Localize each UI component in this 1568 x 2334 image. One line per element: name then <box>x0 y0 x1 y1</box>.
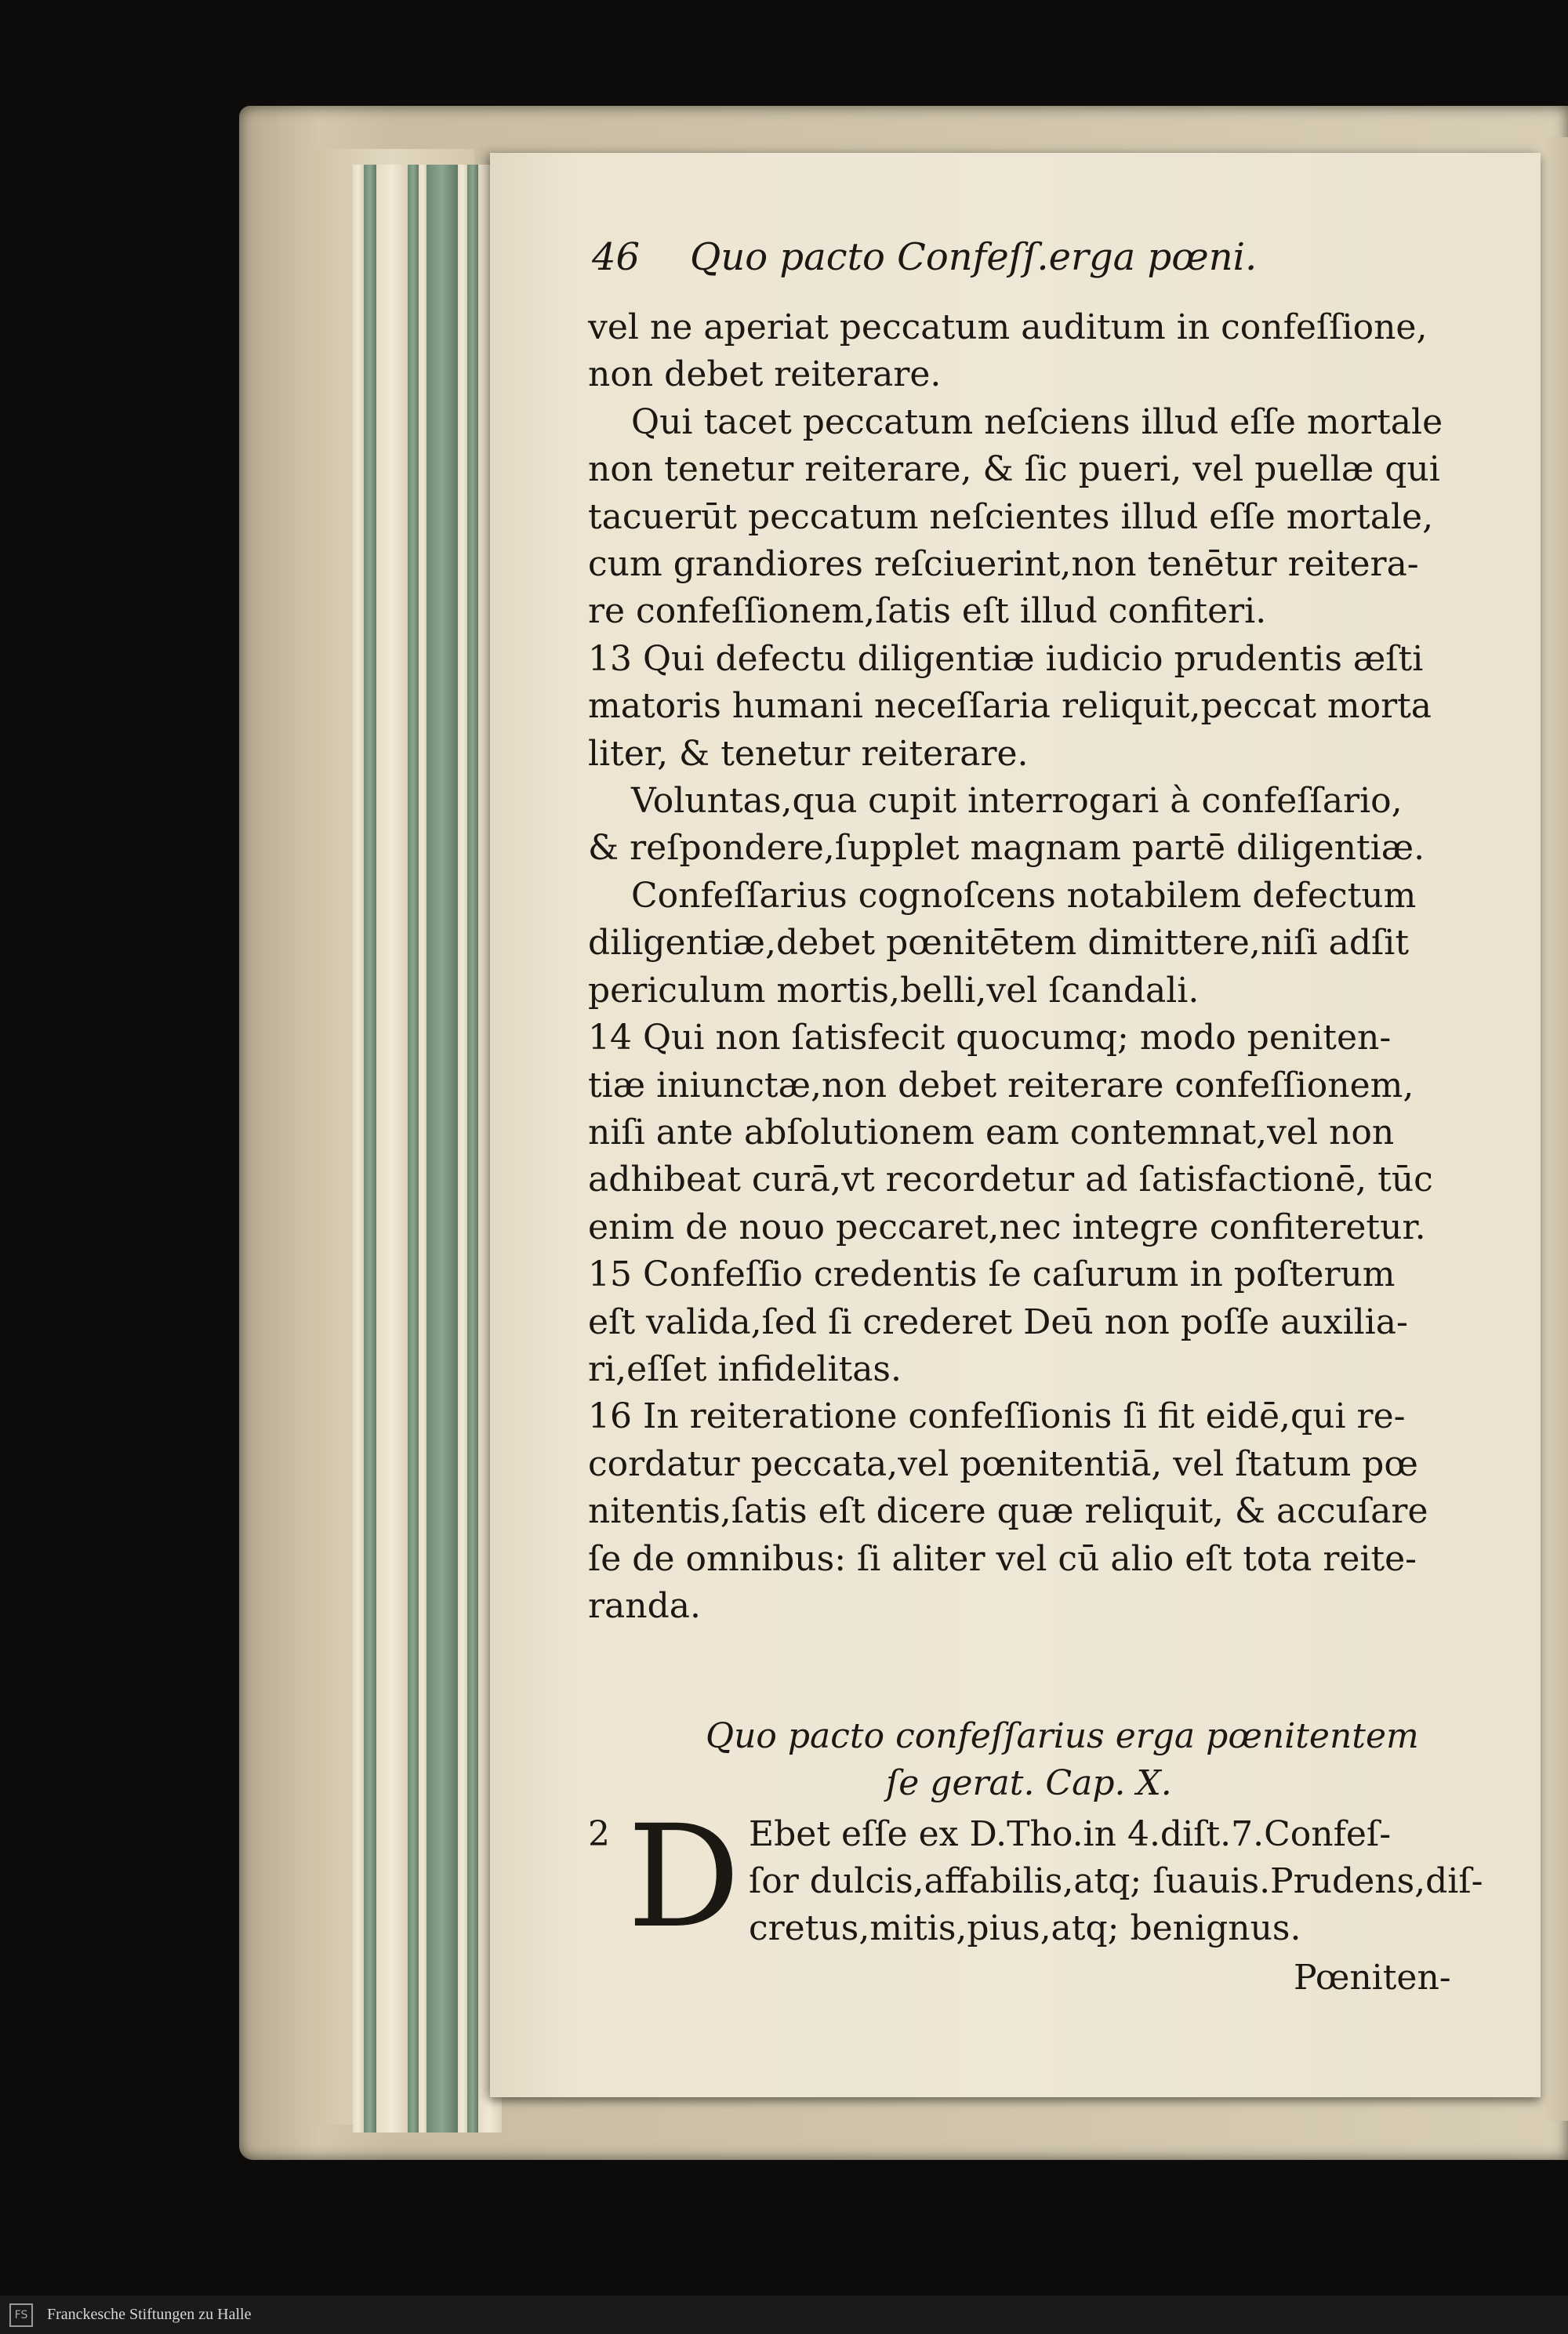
text-line: niſi ante abſolutionem eam contemnat,vel non <box>588 1112 1395 1152</box>
text-line: tiæ iniunctæ,non debet reiterare confeſſionem, <box>588 1065 1414 1105</box>
text-line: nitentis,ſatis eſt dicere quæ reliquit, & accuſare <box>588 1491 1428 1532</box>
chapter-heading <box>706 1713 1419 1807</box>
text-line: enim de nouo peccaret,nec integre confiteretur. <box>588 1207 1426 1247</box>
text-line: Confeſſarius cognoſcens notabilem defectum <box>631 875 1417 916</box>
text-line: & reſpondere,ſupplet magnam partē diligentiæ. <box>588 828 1425 869</box>
text-line: cordatur peccata,vel pœnitentiā, vel ſtatum pœ <box>588 1443 1418 1484</box>
text-line: periculum mortis,belli,vel ſcandali. <box>588 970 1200 1011</box>
chapter-body-line: ſor dulcis,affabilis,atq; ſuauis.Prudens,diſ- <box>749 1861 1483 1901</box>
text-line: ſe de omnibus: ſi aliter vel cū alio eſt tota reite- <box>588 1538 1417 1579</box>
institution-name: Franckesche Stiftungen zu Halle <box>47 2306 252 2323</box>
text-line: adhibeat curā,vt recordetur ad ſatisfactionē, tūc <box>588 1160 1433 1200</box>
text-line: liter, & tenetur reiterare. <box>588 733 1029 774</box>
text-line: non tenetur reiterare, & ſic pueri, vel puellæ qui <box>588 449 1440 490</box>
page-number: 46 <box>592 235 641 279</box>
text-line: randa. <box>588 1585 701 1626</box>
text-line: matoris humani neceſſaria reliquit,peccat morta <box>588 686 1432 727</box>
page-edges <box>353 165 502 2133</box>
running-header <box>592 235 1376 279</box>
running-head: Quo pacto Confeſſ.erga pœni. <box>690 235 1258 279</box>
text-line: tacuerūt peccatum neſcientes illud eſſe mortale, <box>588 496 1434 537</box>
drop-cap: D <box>627 1795 741 1959</box>
text-line: ri,eſſet infidelitas. <box>588 1348 902 1389</box>
chapter-body <box>588 1795 1497 1959</box>
footer-bar <box>0 2296 1568 2334</box>
chapter-heading-line1: Quo pacto confeſſarius erga pœnitentem <box>706 1716 1419 1756</box>
text-line: vel ne aperiat peccatum auditum in confeſſione, <box>588 307 1428 347</box>
text-line: 14 Qui non ſatisfecit quocumq; modo peniten- <box>588 1018 1392 1058</box>
catchword: Pœniten- <box>1294 1958 1451 1998</box>
chapter-heading-line2: ſe gerat. Cap. X. <box>886 1763 1172 1803</box>
text-line: 16 In reiteratione confeſſionis ſi fit eidē,qui re- <box>588 1396 1406 1437</box>
text-line: diligentiæ,debet pœnitētem dimittere,niſi adſit <box>588 923 1410 964</box>
text-line: cum grandiores reſciuerint,non tenētur reitera- <box>588 544 1419 585</box>
chapter-body-line: Ebet eſſe ex D.Tho.in 4.diſt.7.Confeſ- <box>749 1814 1392 1854</box>
institution-logo-icon: FS <box>9 2303 33 2327</box>
text-line: 15 Confeſſio credentis ſe caſurum in poſterum <box>588 1254 1396 1295</box>
text-line: re confeſſionem,ſatis eſt illud confiteri. <box>588 591 1267 632</box>
chapter-body-line: cretus,mitis,pius,atq; benignus. <box>749 1908 1301 1948</box>
text-line: 13 Qui defectu diligentiæ iudicio prudentis æſti <box>588 638 1424 679</box>
text-line: Qui tacet peccatum neſciens illud eſſe mortale <box>631 401 1443 442</box>
text-line: Voluntas,qua cupit interrogari à confeſſario, <box>631 781 1403 822</box>
page-right-edge <box>1541 137 1568 2121</box>
text-line: eſt valida,ſed ſi crederet Deū non poſſe auxilia- <box>588 1301 1408 1342</box>
paragraph-number: 2 <box>588 1814 610 1854</box>
text-line: non debet reiterare. <box>588 354 942 395</box>
page-text <box>588 304 1497 1630</box>
